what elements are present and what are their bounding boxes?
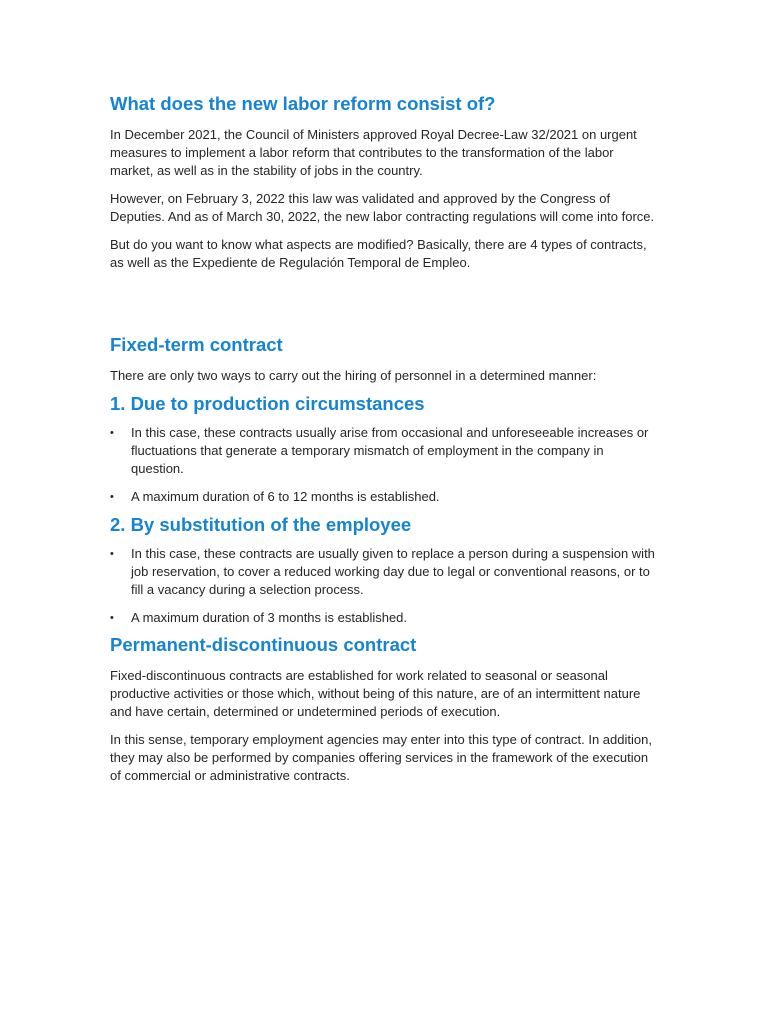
list-item (110, 609, 658, 627)
list-substitution-employee (110, 545, 658, 627)
list-item-text: In this case, these contracts are usually given to replace a person during a suspension with job reservation, to cover a reduced working day due to legal or conventional reasons, or to fill a vacancy during a selection process. (131, 546, 655, 597)
heading-production-circumstances: 1. Due to production circumstances (110, 393, 425, 414)
paragraph-royal-decree: In December 2021, the Council of Ministers approved Royal Decree-Law 32/2021 on urgent measures to implement a labor reform that contributes to the transformation of the labor market, as well as in the stability of jobs in the country. (110, 127, 637, 178)
paragraph-congress-validation: However, on February 3, 2022 this law was validated and approved by the Congress of Deputies. And as of March 30, 2022, the new labor contracting regulations will come into force. (110, 191, 655, 224)
list-item (110, 488, 658, 506)
paragraph-fixed-term-intro: There are only two ways to carry out the hiring of personnel in a determined manner: (110, 368, 597, 383)
list-item (110, 545, 658, 599)
bullet-icon: • (110, 548, 114, 560)
paragraph-temporary-agencies: In this sense, temporary employment agencies may enter into this type of contract. In addition, they may also be performed by companies offering services in the framework of the execution of commercial or administrative contracts. (110, 732, 652, 783)
bullet-icon: • (110, 612, 114, 624)
document-page (110, 90, 658, 785)
list-production-circumstances (110, 424, 658, 506)
heading-labor-reform: What does the new labor reform consist of? (110, 93, 496, 114)
heading-permanent-discontinuous-contract: Permanent-discontinuous contract (110, 634, 417, 655)
list-item-text: In this case, these contracts usually arise from occasional and unforeseeable increases or fluctuations that generate a temporary mismatch of employment in the company in question. (131, 425, 649, 476)
heading-substitution-employee: 2. By substitution of the employee (110, 514, 412, 535)
heading-fixed-term-contract: Fixed-term contract (110, 334, 283, 355)
list-item (110, 424, 658, 478)
bullet-icon: • (110, 491, 114, 503)
list-item-text: A maximum duration of 6 to 12 months is established. (131, 489, 440, 504)
list-item-text: A maximum duration of 3 months is established. (131, 610, 408, 625)
paragraph-fixed-discontinuous-definition: Fixed-discontinuous contracts are established for work related to seasonal or seasonal productive activities or those which, without being of this nature, are of an intermittent nature and have certain, determined or undetermined periods of execution. (110, 668, 641, 719)
bullet-icon: • (110, 427, 114, 439)
paragraph-aspects-modified: But do you want to know what aspects are modified? Basically, there are 4 types of contracts, as well as the Expediente de Regulación Temporal de Empleo. (110, 237, 647, 270)
